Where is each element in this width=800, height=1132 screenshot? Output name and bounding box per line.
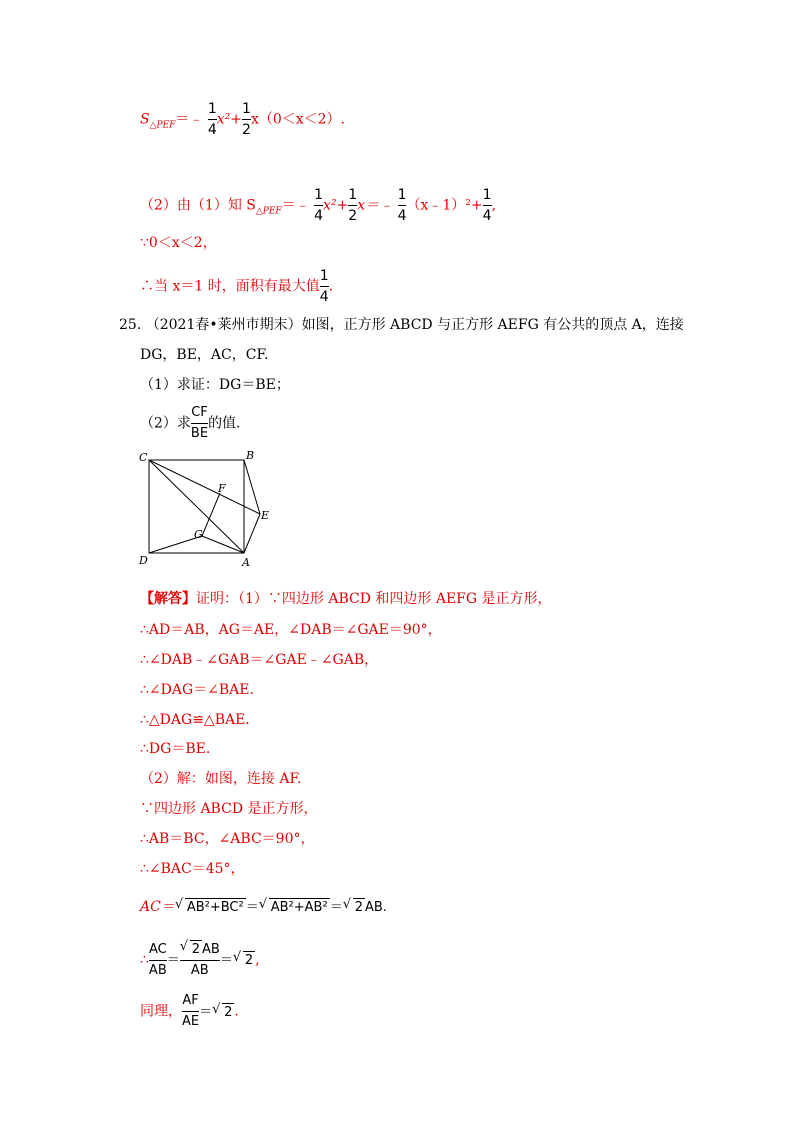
label-b: B	[246, 449, 255, 462]
max-value-end: .	[328, 278, 334, 295]
equals-minus: ＝﹣	[175, 111, 204, 128]
ac-equals: AC＝	[140, 899, 175, 915]
segment-ce	[149, 460, 260, 514]
equals: ＝	[199, 1004, 213, 1020]
domain-line: ∵0＜x＜2，	[140, 235, 217, 251]
problem-25-stem	[119, 316, 684, 334]
problem-source: （2021春•莱州市期末）	[145, 317, 302, 333]
fraction-one-half: $\frac{1}{2}$	[348, 187, 358, 224]
solution-line-12	[140, 940, 260, 980]
fraction-one-quarter: $\frac{1}{4}$	[207, 101, 217, 138]
part2-equals: ＝﹣	[281, 197, 310, 214]
question-2-end: 的值.	[208, 415, 241, 432]
segment-be	[244, 460, 260, 514]
question-2-start: （2）求	[140, 415, 191, 432]
x-squared-plus: x²+	[216, 111, 243, 128]
solution-line-11	[140, 898, 387, 917]
fraction-one-half: $\frac{1}{2}$	[242, 101, 251, 138]
solution-line-9: ∴AB＝BC，∠ABC＝90°，	[140, 831, 315, 847]
x-equals-minus: x＝﹣	[357, 197, 394, 214]
solution-line-7: （2）解：如图，连接 AF.	[140, 771, 302, 787]
label-c: C	[139, 451, 148, 464]
solution-tag: 【解答】	[140, 591, 196, 607]
similarly-text: 同理，	[140, 1003, 182, 1020]
label-a: A	[242, 556, 250, 569]
label-g: G	[194, 528, 203, 541]
solution-line-8: ∵四边形 ABCD 是正方形，	[140, 801, 318, 817]
fraction-sqrt2ab-over-ab: √ 2 AB AB	[179, 939, 220, 978]
equals: ＝	[166, 953, 180, 968]
sqrt-2: √ 2	[342, 897, 363, 915]
solution-line-4: ∴∠DAG＝∠BAE.	[140, 682, 254, 698]
fraction-af-over-ae: $\frac{AF}{AE}$	[182, 993, 200, 1029]
problem-stem-1: 如图，正方形 ABCD 与正方形 AEFG 有公共的顶点 A，连接	[301, 317, 684, 333]
therefore-symbol: ∴	[140, 952, 149, 968]
fraction-one-quarter: $\frac{1}{4}$	[314, 187, 324, 224]
x-squared-plus: x²+	[323, 197, 349, 214]
comma: ,	[255, 952, 260, 968]
area-symbol: S	[140, 111, 150, 128]
equals: ＝	[219, 953, 233, 968]
problem-stem-2: DG，BE，AC，CF.	[140, 347, 269, 363]
solution-line-2: ∴AD＝AB，AG＝AE，∠DAB＝∠GAE＝90°，	[140, 622, 442, 638]
solution-line-6: ∴DG＝BE.	[140, 741, 211, 757]
vertex-form: （x﹣1）²+	[406, 197, 483, 214]
fraction-one-quarter: $\frac{1}{4}$	[397, 187, 407, 224]
solution-line-13	[140, 992, 239, 1031]
max-value-text: ∴当 x＝1 时，面积有最大值	[140, 278, 320, 295]
question-2	[140, 404, 241, 443]
solution-line-10: ∴∠BAC＝45°，	[140, 861, 245, 877]
solution-line-3: ∴∠DAB﹣∠GAB＝∠GAE﹣∠GAB，	[140, 652, 379, 668]
sqrt-2: √ 2	[212, 1001, 233, 1020]
segment-ea	[244, 514, 260, 553]
part2-end: ,	[491, 197, 497, 214]
max-value-line	[140, 267, 333, 306]
solution-line-5: ∴△DAG≌△BAE.	[140, 712, 250, 728]
part2-derivation-line	[140, 186, 496, 225]
solution-text-1: 证明：（1）∵四边形 ABCD 和四边形 AEFG 是正方形，	[196, 591, 552, 607]
label-d: D	[139, 554, 148, 567]
area-subscript: △PEF	[149, 120, 176, 131]
fraction-ac-over-ab: $\frac{AC}{AB}$	[148, 941, 167, 978]
equals-2: ＝	[329, 900, 343, 915]
period: .	[234, 1003, 239, 1020]
equals-1: ＝	[245, 900, 259, 915]
sqrt-ab2-ab2: √ AB²+AB²	[258, 897, 328, 915]
sqrt-ab2-bc2: √ AB²+BC²	[174, 897, 244, 915]
fraction-cf-over-be: $\frac{CF}{BE}$	[190, 405, 209, 441]
part2-start: （2）由（1）知 S	[140, 197, 256, 214]
ab-end: AB.	[365, 900, 387, 915]
sqrt-2: √ 2	[232, 950, 254, 968]
geometry-figure	[134, 448, 284, 570]
problem-number: 25.	[119, 317, 142, 333]
fraction-one-quarter: $\frac{1}{4}$	[482, 187, 492, 224]
domain-text: x（0＜x＜2）.	[250, 111, 345, 128]
label-e: E	[261, 509, 270, 522]
label-f: F	[218, 482, 226, 495]
question-1: （1）求证：DG＝BE；	[140, 377, 290, 393]
fraction-one-quarter: $\frac{1}{4}$	[319, 268, 329, 305]
area-formula-line	[140, 100, 345, 139]
part2-subscript: △PEF	[255, 206, 282, 217]
solution-line-1	[140, 590, 552, 608]
segment-ga	[202, 536, 244, 553]
